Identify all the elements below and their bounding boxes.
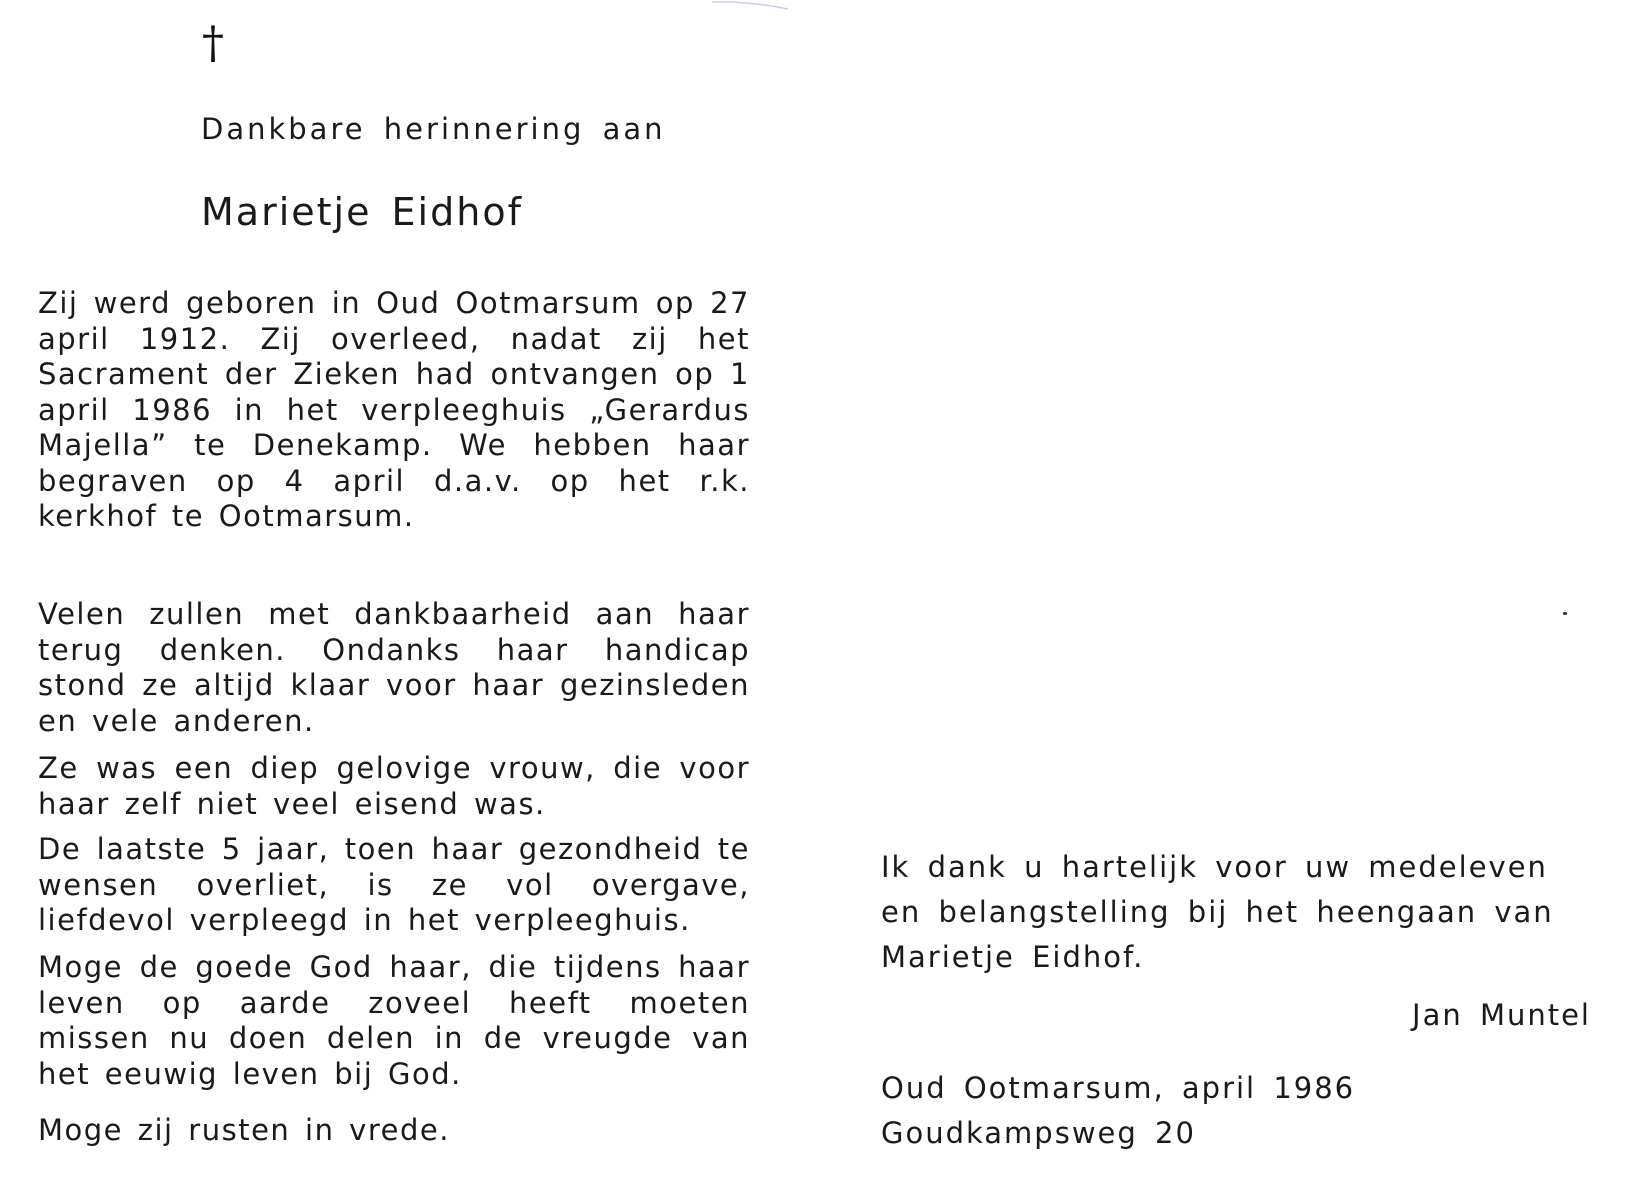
place-date: Oud Ootmarsum, april 1986 bbox=[881, 1071, 1356, 1105]
address: Goudkampsweg 20 bbox=[881, 1116, 1196, 1150]
biography-paragraph: Moge de goede God haar, die tijdens haar leven op aarde zoveel heeft moeten missen nu doen delen in de vreugde van het eeuwig leven bij God. bbox=[38, 950, 750, 1091]
closing-prayer: Moge zij rusten in vrede. bbox=[38, 1113, 450, 1147]
intro-heading: Dankbare herinnering aan bbox=[201, 112, 666, 146]
scan-artifact-mark bbox=[710, 0, 790, 10]
biography-paragraph: De laatste 5 jaar, toen haar gezondheid te wensen overliet, is ze vol overgave, liefdevol verpleegd in het verpleeghuis. bbox=[38, 832, 750, 937]
signature: Jan Muntel bbox=[1412, 998, 1591, 1032]
biography-paragraph: Velen zullen met dankbaarheid aan haar terug denken. Ondanks haar handicap stond ze altijd klaar voor haar gezinsleden en vele anderen. bbox=[38, 597, 750, 738]
biography-paragraph: Zij werd geboren in Oud Ootmarsum op 27 april 1912. Zij overleed, nadat zij het Sacrament der Zieken had ontvangen op 1 april 1986 in het verpleeghuis „Gerardus Majella” te Denekamp. We hebben haar begraven op 4 april d.a.v. op het r.k. kerkhof te Ootmarsum. bbox=[38, 286, 750, 533]
biography-paragraph: Ze was een diep gelovige vrouw, die voor haar zelf niet veel eisend was. bbox=[38, 751, 750, 821]
cross-icon: † bbox=[202, 18, 224, 69]
deceased-name: Marietje Eidhof bbox=[201, 190, 523, 234]
scan-speck bbox=[1563, 612, 1567, 615]
thanks-text: Ik dank u hartelijk voor uw medeleven en belangstelling bij het heengaan van Marietje Eidhof. bbox=[881, 850, 1554, 974]
